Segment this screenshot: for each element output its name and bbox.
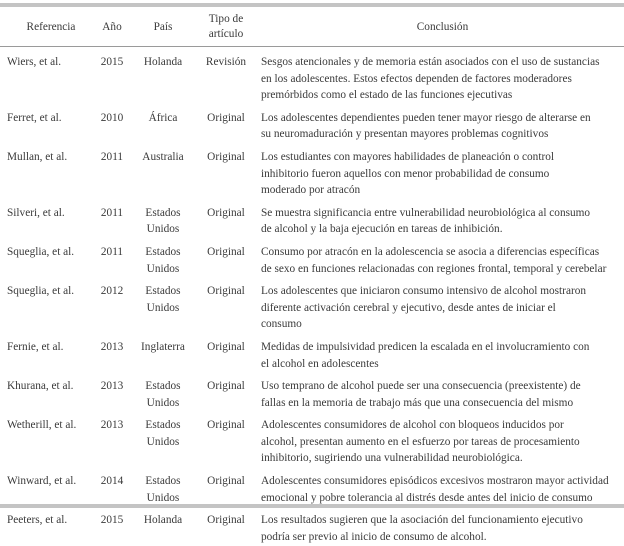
table-row (0, 412, 624, 468)
cell-conclusion: Adolescentes consumidores de alcohol con bloqueos inducidos por alcohol, presentan aumento en el esfuerzo por tareas de procesamiento inhibitorio, sugiriendo una vulnerabilidad neurobiológica. (261, 419, 580, 465)
cell-year: 2011 (100, 206, 124, 219)
cell-year: 2013 (100, 419, 124, 432)
cell-article-type: Original (207, 206, 245, 219)
cell-article-type: Original (207, 245, 245, 258)
table-row (0, 278, 624, 334)
cell-article-type: Original (207, 111, 245, 124)
cell-country: Estados Unidos (145, 419, 181, 448)
table-row (0, 239, 624, 278)
cell-year: 2013 (100, 340, 124, 353)
cell-country: Holanda (143, 514, 183, 527)
table-header-row (0, 8, 624, 47)
cell-conclusion: Los estudiantes con mayores habilidades de planeación o control inhibitorio fueron aquellos con menor probabilidad de consumo moderado por atracón (261, 150, 555, 197)
cell-country: Estados Unidos (145, 245, 181, 275)
cell-country: Estados Unidos (145, 206, 181, 236)
studies-table (0, 8, 624, 546)
cell-article-type: Original (207, 340, 245, 353)
cell-reference: Silveri, et al. (7, 206, 65, 219)
cell-year: 2011 (100, 150, 124, 163)
cell-country: Estados Unidos (145, 285, 181, 314)
cell-country: Estados Unidos (145, 380, 181, 409)
cell-country: Inglaterra (141, 340, 185, 353)
table-row (0, 47, 624, 105)
cell-year: 2012 (100, 285, 124, 298)
cell-reference: Wetherill, et al. (7, 419, 77, 432)
table-row (0, 373, 624, 412)
cell-year: 2010 (100, 111, 124, 124)
cell-reference: Fernie, et al. (7, 340, 64, 353)
cell-reference: Peeters, et al. (7, 514, 68, 527)
table-row (0, 507, 624, 546)
cell-article-type: Original (207, 285, 245, 298)
header-year: Año (102, 20, 122, 33)
cell-reference: Wiers, et al. (7, 56, 62, 68)
cell-conclusion: Los resultados sugieren que la asociación del funcionamiento ejecutivo podría ser previo al inicio de consumo de alcohol. (261, 514, 583, 543)
cell-article-type: Original (207, 150, 245, 163)
header-conclusion: Conclusión (416, 20, 469, 33)
table-row (0, 468, 624, 507)
cell-conclusion: Consumo por atracón en la adolescencia se asocia a diferencias específicas de sexo en funciones relacionadas con regiones frontal, temporal y cerebelar (261, 245, 607, 275)
cell-reference: Squeglia, et al. (7, 245, 75, 258)
cell-reference: Ferret, et al. (7, 111, 62, 124)
table-row (0, 200, 624, 239)
cell-conclusion: Los adolescentes dependientes pueden tener mayor riesgo de alterarse en su neuromaduración y presentan mayores problemas cognitivos (261, 111, 591, 141)
cell-year: 2013 (100, 380, 124, 393)
cell-country: Estados Unidos (145, 475, 181, 504)
cell-conclusion: Adolescentes consumidores episódicos excesivos mostraron mayor actividad emocional y pobre tolerancia al distrés desde antes del inicio de consumo (261, 475, 609, 504)
cell-year: 2014 (100, 475, 124, 488)
cell-conclusion: Uso temprano de alcohol puede ser una consecuencia (preexistente) de fallas en la memoria de trabajo más que una consecuencia del mismo (261, 380, 581, 409)
cell-reference: Mullan, et al. (7, 150, 68, 163)
cell-article-type: Original (207, 380, 245, 393)
cell-conclusion: Sesgos atencionales y de memoria están asociados con el uso de sustancias en los adolescentes. Estos efectos dependen de factores moderadores premórbidos como el estado de las funciones ejecutivas (261, 56, 600, 102)
header-article-type: Tipo de artículo (208, 13, 244, 40)
cell-reference: Squeglia, et al. (7, 285, 75, 298)
cell-conclusion: Se muestra significancia entre vulnerabilidad neurobiológica al consumo de alcohol y la baja ejecución en tareas de inhibición. (261, 206, 591, 236)
cell-article-type: Original (207, 419, 245, 432)
bottom-rule (0, 504, 624, 508)
top-rule (0, 3, 624, 7)
header-country: País (153, 20, 173, 33)
cell-year: 2015 (100, 514, 124, 527)
cell-reference: Winward, et al. (7, 475, 77, 488)
cell-year: 2015 (100, 56, 124, 68)
cell-year: 2011 (100, 245, 124, 258)
header-reference: Referencia (26, 20, 76, 33)
cell-conclusion: Medidas de impulsividad predicen la escalada en el involucramiento con el alcohol en adolescentes (261, 340, 590, 370)
cell-reference: Khurana, et al. (7, 380, 74, 393)
cell-article-type: Original (207, 514, 245, 527)
cell-country: Australia (142, 150, 184, 163)
cell-country: África (148, 111, 178, 124)
cell-conclusion: Los adolescentes que iniciaron consumo intensivo de alcohol mostraron diferente activación cerebral y ejecutivo, desde antes de iniciar el consumo (261, 285, 587, 331)
cell-country: Holanda (143, 56, 183, 68)
table-row (0, 105, 624, 144)
table-row (0, 334, 624, 373)
cell-article-type: Revisión (205, 56, 247, 68)
cell-article-type: Original (207, 475, 245, 488)
table-row (0, 144, 624, 200)
